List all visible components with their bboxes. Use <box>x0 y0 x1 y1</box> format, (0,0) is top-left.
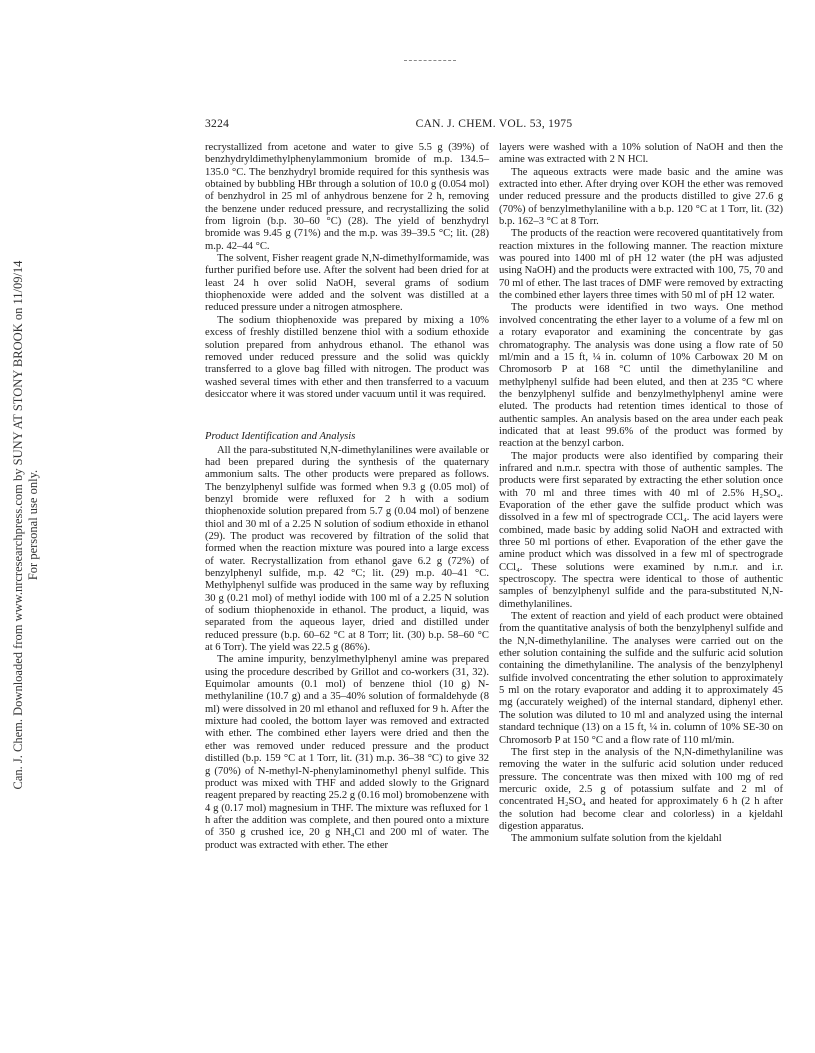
left-column <box>205 142 489 852</box>
paragraph: The products of the reaction were recovered quantitatively from reaction mixtures in the following manner. The reaction mixture was poured into 1400 ml of pH 12 water (the pH was adjusted using NaOH) and the products were extracted with 100, 75, 70 and 70 ml of ether. The last traces of DMF were removed by extracting the combined ether layers three times with 50 ml of pH 12 water. <box>499 228 783 302</box>
paragraph: recrystallized from acetone and water to give 5.5 g (39%) of benzhydryldimethylphenylammonium bromide of m.p. 134.5–135.0 °C. The benzhydryl bromide required for this synthesis was obtained by bubbling HBr through a solution of 10.0 g (0.054 mol) of benzhydrol in 25 ml of anhydrous benzene for 2 h, removing the benzene under reduced pressure, and recrystallizing the solid from ligroin (b.p. 30–60 °C) (28). The yield of benzhydryl bromide was 9.45 g (71%) and the m.p. was 39–39.5 °C; lit. (28) m.p. 42–44 °C. <box>205 142 489 252</box>
paragraph: The major products were also identified by comparing their infrared and n.m.r. spectra with those of authentic samples. The products were first separated by extracting the ether solution once with 70 ml and three times with 40 ml of 2.5% H₂SO₄. Evaporation of the ether gave the sulfide product which was dissolved in a few ml of spectrograde CCl₄. The acid layers were combined, made basic by adding solid NaOH and extracted with three 50 ml portions of ether. Evaporation of the ether gave the amine product which was dissolved in a few ml of spectrograde CCl₄. These solutions were examined by n.m.r. and i.r. spectroscopy. The spectra were identical to those of authentic samples of benzylphenyl sulfide and the para-substituted N,N-dimethylanilines. <box>499 450 783 610</box>
paragraph: The products were identified in two ways. One method involved concentrating the ether layer to a volume of a few ml on a rotary evaporator and examining the concentrate by gas chromatography. The analysis was done using a flow rate of 50 ml/min and a 15 ft, ¼ in. column of 10% Carbowax 20 M on Chromosorb P at 168 °C until the dimethylaniline and methylphenyl sulfide had been eluted, and then at 235 °C where the benzylphenyl sulfide and benzylmethylphenyl amine were eluted. The products had retention times identical to those of authentic samples. An analysis based on the area under each peak indicated that at least 99.6% of the product was formed by reaction at the benzyl carbon. <box>499 302 783 450</box>
section-heading: Product Identification and Analysis <box>205 431 356 443</box>
scan-mark <box>404 60 456 61</box>
right-column <box>499 142 783 846</box>
paragraph: layers were washed with a 10% solution of NaOH and then the amine was extracted with 2 N HCl. <box>499 142 783 166</box>
watermark-line-1: Can. J. Chem. Downloaded from www.nrcresearchpress.com by SUNY AT STONY BROOK on 11/09/14 <box>11 260 25 790</box>
paragraph: The extent of reaction and yield of each product were obtained from the quantitative analysis of both the benzylphenyl sulfide and the N,N-dimethylaniline. The analyses were carried out on the ether solution containing the sulfide and the sulfuric acid solution containing the dimethylaniline. The analysis of the benzylphenyl sulfide involved concentrating the ether solution to approximately 5 ml on the rotary evaporator and adding it to approximately 45 mg (accurately weighed) of the internal standard, diphenyl ether. The solution was diluted to 10 ml and analyzed using the internal standard technique (13) on a 15 ft, ¼ in. column of 10% SE-30 on Chromosorb P at 150 °C and a flow rate of 110 ml/min. <box>499 611 783 746</box>
page-number: 3224 <box>205 118 230 130</box>
paragraph: The amine impurity, benzylmethylphenyl amine was prepared using the procedure described by Grillot and co-workers (31, 32). Equimolar amounts (0.1 mol) of benzene thiol (10 g) N-methylaniline (10.7 g) and a 35–40% solution of formaldehyde (8 ml) were dissolved in 20 ml ethanol and refluxed for 9 h. After the mixture had cooled, the bottom layer was removed and extracted with ether. The combined ether layers were dried and then the ether was removed under reduced pressure and the product distilled (b.p. 159 °C at 1 Torr, lit. (31) m.p. 36–38 °C) to give 32 g (70%) of N-methyl-N-phenylaminomethyl phenyl sulfide. This product was mixed with THF and added slowly to the Grignard reagent prepared by reacting 25.2 g (0.16 mol) bromobenzene with 4 g (0.17 mol) magnesium in THF. The mixture was refluxed for 1 h after the addition was complete, and then poured onto a mixture of 350 g crushed ice, 20 g NH₄Cl and 200 ml of water. The product was extracted with ether. The ether <box>205 654 489 851</box>
download-watermark <box>6 175 48 875</box>
paragraph: All the para-substituted N,N-dimethylanilines were available or had been prepared during the synthesis of the quaternary ammonium salts. The other products were prepared as follows. The benzylphenyl sulfide was formed when 9.3 g (0.05 mol) of benzyl bromide were refluxed for 2 h with a sodium thiophenoxide solution prepared from 5.7 g (0.04 mol) of benzene thiol and 30 ml of a 2.25 N solution of sodium ethoxide in ethanol (29). The product was recovered by filtration of the solid that formed when the reaction mixture was poured into a large excess of water. Recrystallization from ethanol gave 6.2 g (72%) of benzylphenyl sulfide, m.p. 42 °C; lit. (29) m.p. 40–41 °C. Methylphenyl sulfide was produced in the same way by refluxing 30 g (0.21 mol) of methyl iodide with 100 ml of a 2.25 N solution of sodium thiophenoxide in ethanol. The product, a liquid, was separated from the aqueous layer, dried and distilled under reduced pressure (b.p. 60–62 °C at 8 Torr; lit. (30) b.p. 58–60 °C at 6 Torr). The yield was 22.5 g (86%). <box>205 444 489 654</box>
paragraph: The solvent, Fisher reagent grade N,N-dimethylformamide, was further purified before use. After the solvent had been dried for at least 24 h over solid NaOH, several grams of sodium thiophenoxide were added and the solvent was distilled at a reduced pressure under a nitrogen atmosphere. <box>205 253 489 314</box>
journal-citation: CAN. J. CHEM. VOL. 53, 1975 <box>415 118 573 130</box>
paragraph: The aqueous extracts were made basic and the amine was extracted into ether. After drying over KOH the ether was removed under reduced pressure and the products distilled to give 27.6 g (70%) of benzylmethylaniline with a b.p. 120 °C at 1 Torr, lit. (32) b.p. 162–3 °C at 8 Torr. <box>499 166 783 228</box>
paragraph: The first step in the analysis of the N,N-dimethylaniline was removing the water in the sulfuric acid solution under reduced pressure. The concentrate was then mixed with 100 mg of red mercuric oxide, 2.5 g of potassium sulfate and 2 ml of concentrated H₂SO₄ and heated for approximately 6 h (2 h after the solution had become clear and colorless) in a kjeldahl digestion apparatus. <box>499 746 783 832</box>
paragraph: The sodium thiophenoxide was prepared by mixing a 10% excess of freshly distilled benzene thiol with a sodium ethoxide solution prepared from anhydrous ethanol. The ethanol was removed under reduced pressure and the solid was quickly transferred to a glove bag filled with nitrogen. The product was washed several times with ether and then transferred to a vacuum desiccator where it was stored under vacuum until it was required. <box>205 314 489 400</box>
watermark-line-2: For personal use only. <box>26 469 40 581</box>
paragraph: The ammonium sulfate solution from the kjeldahl <box>511 833 722 845</box>
